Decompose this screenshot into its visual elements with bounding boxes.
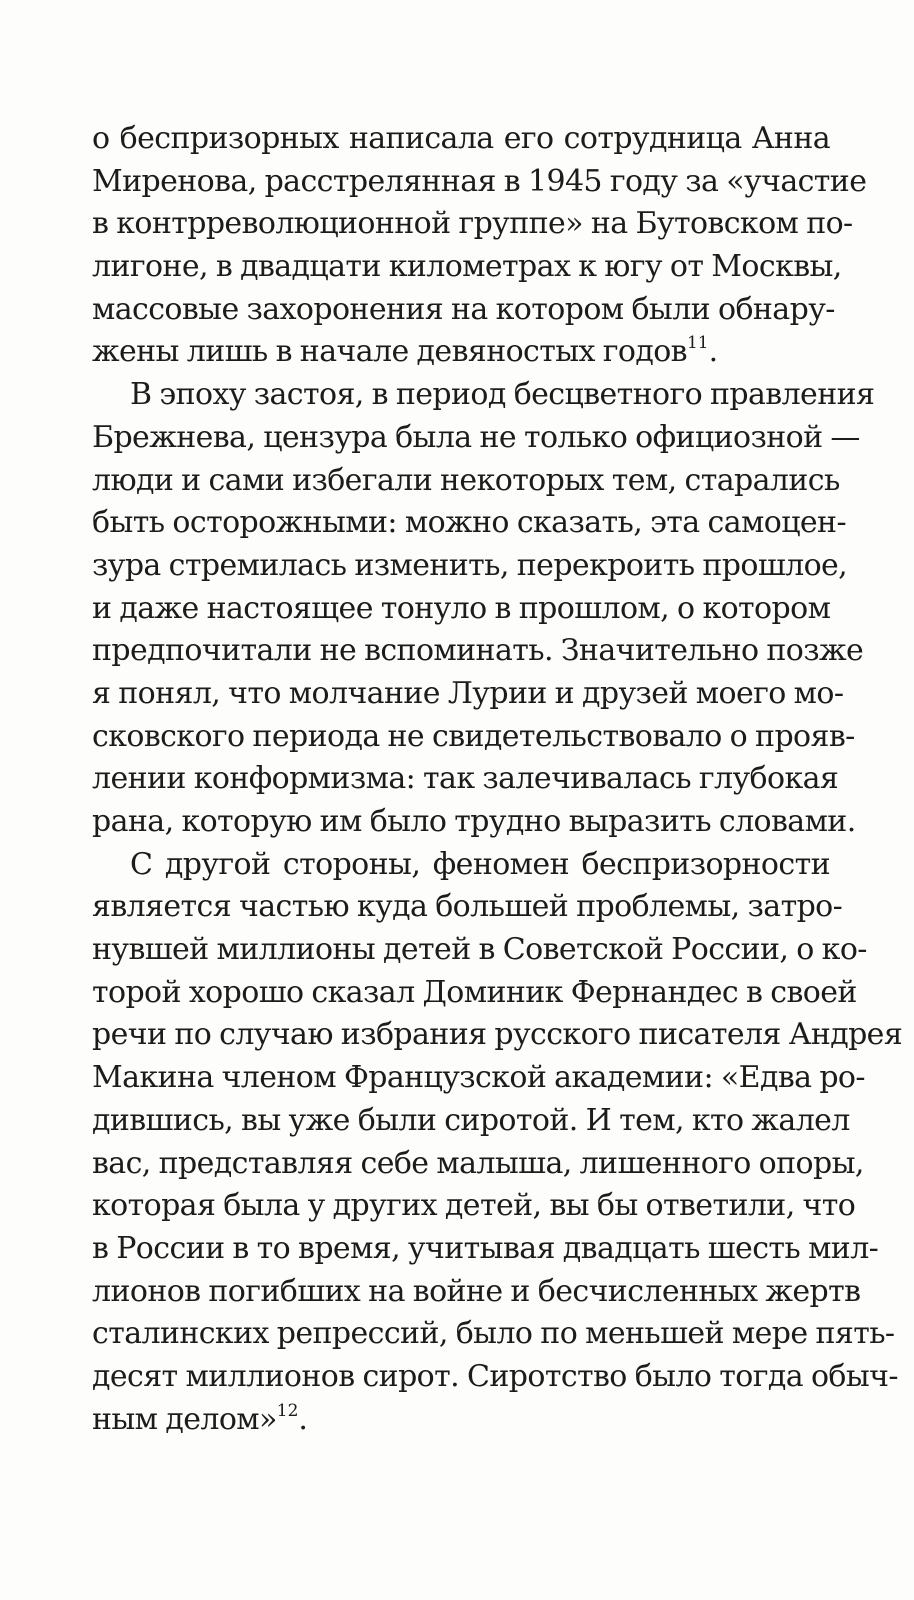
text-line: лигоне, в двадцати километрах к югу от Москвы, [92, 249, 842, 285]
footnote-marker[interactable]: 11 [686, 333, 709, 354]
line-end-punctuation: . [298, 1401, 308, 1437]
text-line: я понял, что молчание Лурии и друзей моего мо- [92, 675, 844, 711]
footnote-marker[interactable]: 12 [276, 1400, 299, 1421]
text-line: нувшей миллионы детей в Советской России, о ко- [92, 932, 867, 968]
text-line: торой хорошо сказал Доминик Фернандес в своей [92, 974, 857, 1010]
text-line: быть осторожными: можно сказать, эта самоцен- [92, 505, 846, 541]
text-line-paragraph-end [92, 1399, 830, 1442]
paragraph-first-line: С другой стороны, феномен беспризорности [130, 846, 830, 882]
text-line: речи по случаю избрания русского писателя Андрея [92, 1017, 903, 1053]
text-line: лионов погибших на войне и бесчисленных жертв [92, 1273, 861, 1309]
line-end-punctuation: . [708, 334, 718, 370]
text-line: и даже настоящее тонуло в прошлом, о котором [92, 590, 831, 626]
text-line: сковского периода не свидетельствовало о прояв- [92, 718, 855, 754]
text-line: о беспризорных написала его сотрудница Анна [92, 121, 830, 156]
text-line: Макина членом Французской академии: «Едва ро- [92, 1060, 865, 1096]
paragraph-first-line: В эпоху застоя, в период бесцветного правления [130, 377, 875, 413]
text-line: Брежнева, цензура была не только официозной — [92, 419, 860, 455]
text-line: предпочитали не вспоминать. Значительно позже [92, 633, 864, 669]
text-line-paragraph-end [92, 331, 830, 374]
text-line: рана, которую им было трудно выразить словами. [92, 804, 856, 839]
text-line: является частью куда большей проблемы, затро- [92, 889, 843, 925]
text-line: сталинских репрессий, было по меньшей мере пять- [92, 1316, 895, 1352]
text-line: массовые захоронения на котором были обнару- [92, 291, 835, 327]
text-line: люди и сами избегали некоторых тем, старались [92, 462, 840, 498]
text-line: Миренова, расстрелянная в 1945 году за «участие [92, 163, 867, 199]
text-line: десят миллионов сирот. Сиротство было тогда обыч- [92, 1358, 898, 1394]
text-line: зура стремилась изменить, перекроить прошлое, [92, 547, 848, 583]
text-line: дившись, вы уже были сиротой. И тем, кто жалел [92, 1102, 850, 1138]
line-text: жены лишь в начале девяностых годов [92, 334, 687, 370]
line-text: ным делом» [92, 1401, 277, 1437]
text-line: в контрреволюционной группе» на Бутовском по- [92, 206, 853, 242]
text-line: лении конформизма: так залечивалась глубокая [92, 761, 839, 797]
text-line: которая была у других детей, вы бы ответили, что [92, 1188, 856, 1224]
text-line: в России в то время, учитывая двадцать шесть мил- [92, 1230, 879, 1266]
body-text [92, 118, 903, 1441]
text-line: вас, представляя себе малыша, лишенного опоры, [92, 1145, 864, 1181]
